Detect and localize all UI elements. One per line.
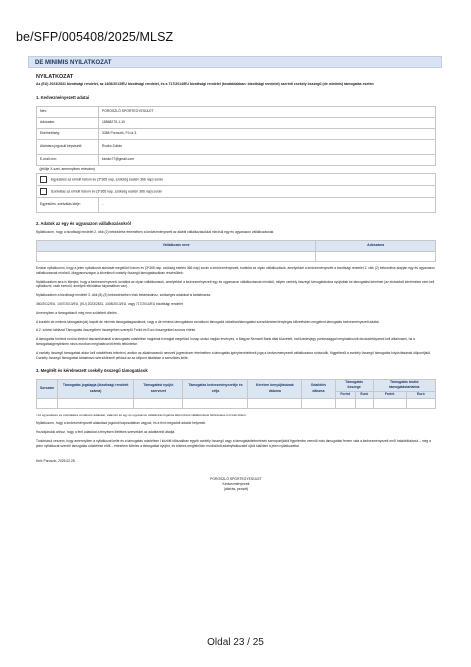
table-row (37, 186, 436, 198)
section-banner: DE MINIMIS NYILATKOZAT (28, 56, 442, 68)
table-header-row (37, 241, 436, 252)
column-header: Odaítélés dátuma (302, 379, 335, 398)
option-split[interactable] (37, 186, 436, 198)
signature-note: (aláírás, pecsét) (223, 487, 249, 492)
paragraph: Nyilatkozatom a bizottsági rendelet 3. cikk (8)-(9) bekezdéseiben írtak betartásához, szükséges adatokat is tartalmazza. (36, 293, 212, 298)
column-header: Támogatás jogalapja (bizottsági rendelet száma) (58, 379, 134, 398)
page-number: Oldal 23 / 25 (207, 637, 264, 648)
paragraph: Tudomásul veszem, hogy amennyiben a nyilatkozat kelte és a támogatás odaítélése I közötti időszakban egyéb csekély összegű vagy a támogatásfelmérések szempontjából figyelembe veendő más támogatást fenem vala a kedvezményezett erről haladéktalanul – még a jelen nyilatkozat szerinti támogatás odaítélése előtt – értesítem köteles a támogatást nyújtót, és köteles megfelelően módosított adatnyilatkozatot újból kiállítani a jelen nyilatkozattal. (36, 438, 431, 448)
paragraph: Hozzájárulok ahhoz, hogy a fent adatokat a fenyítsen illetékes szervekkel az adatkezelő átadja. (36, 430, 176, 435)
paragraph: A csekély összegű támogatást akkor kell odaítéltnek tekinteni, amikor az alkalmazandó nemzeti jogrendszer értelmében a támogatás igénybevételének joga a kedvezményezett vállalkozásra ruházódik, függetlenül a csekély összegű támogatás folyósításának időpontjától. Csekély összegű támogatást tartalmazó szerződésnél például az az időpont általában a szerződés kelte. (36, 350, 431, 360)
table-header-row (37, 379, 436, 391)
intro-text: Az (EU) 2023/2831 bizottsági rendelet, az 1408/2013/EU bizottsági rendelet, és a 717/2014/EU bizottsági rendelet (továbbiakban: bizottsági rendelet) szerinti csekély összegű (de minimis) támogatás esetén (36, 82, 374, 87)
column-header: Kérelem benyújtásának dátuma (248, 379, 302, 398)
paragraph: A 2. számú táblázat Támogatás összegében összegében szereplő Forint és Euró összegekkel azonos értéke. (36, 328, 197, 333)
hint-text: (jelölje X-szel, amennyiben releváns) (39, 166, 95, 171)
document-reference: be/SFP/005408/2025/MLSZ (16, 30, 174, 44)
section-2-heading: 2. Adatok az egy és ugyanazon vállalkozásokról (36, 221, 132, 226)
signature-role: Kedvezményezett (222, 482, 250, 487)
table-row (37, 174, 436, 186)
field-value: - (99, 198, 436, 213)
section-2-text: Nyilatkozom, hogy a bizottsági rendelet 2. cikk (2) bekezdése értelmében a kedvezményezett az alábbi vállalkozásokkal minősül egy és ugyanazon vállalkozásnak. (36, 230, 275, 235)
document-body (36, 72, 436, 492)
column-header: Támogatás kedvezményezettje és célja (183, 379, 248, 398)
checkbox-merger[interactable] (40, 176, 47, 183)
table-row (37, 398, 436, 408)
document-title: NYILATKOZAT (36, 74, 74, 80)
column-header: Forint (373, 391, 406, 398)
field-label: Egyesülés, szétválás ideje: (37, 198, 99, 213)
section-1-heading: 1. Kedvezményezett adatai (36, 94, 90, 100)
option-split-label: Szétválás az elmúlt három év (3*365 nap, szükség esetén 366 nap) során (51, 189, 163, 194)
column-header: Euró (406, 391, 435, 398)
table-row (37, 198, 436, 213)
table-row (37, 155, 436, 166)
paragraph: Nyilatkozatom arra is kiterjed, hogy a kedvezményezett, továbbá az olyan vállalkozások, amelyekkel a kedvezményezett egy és ugyanazon vállalkozásnak minősül, milyen csekély összegű támogatásokra nyújtottak be támogatási kérelmet (az elutasított kérelmeket nem kell nyilatkozni, csak ezekről, amelyek elbírálása folyamatban van). (36, 279, 435, 289)
companies-table (36, 240, 436, 262)
column-header: Támogatást nyújtó szervezet (134, 379, 183, 398)
field-value: Rozko Zoltán (99, 140, 436, 155)
field-label: Adószám: (37, 118, 99, 129)
aid-table (36, 379, 436, 409)
beneficiary-table (36, 106, 436, 213)
paragraph: 360/2012/EU, 1407/2013/EU, (EU) 2023/2831, 1408/2013/EU, vagy 717/2014/EU bizottsági rendelet (36, 301, 183, 306)
table-row (37, 166, 436, 174)
table-row (37, 252, 436, 262)
column-header: Támogatás összege (335, 379, 373, 391)
option-merger-label: Egyesülés az elmúlt három év (3*365 nap, szükség esetén 366 nap) során (51, 177, 163, 182)
column-header: Támogatás bruttó támogatástartalma (373, 379, 435, 391)
field-value: 3388 Poroszló, Fő út 3. (99, 129, 436, 140)
checkbox-split[interactable] (40, 188, 47, 195)
column-header: Adószáma (316, 241, 436, 252)
date-place: Kelt: Poroszló, 2025.02.28. (36, 458, 76, 463)
column-header: Euró (355, 391, 373, 398)
signature-name: POROSZLÓ SPORTEGYESÜLET (210, 477, 262, 482)
paragraph: A korábbi de minimis támogatás(ok) kapott de minimis támogatásgazdások, vagy a de minimis támogatásra vonatkozó támogatói okiratban/támogatási szerződésben/tényleges kifizetésben megjelent támogatás kedvezményezett adatai. (36, 319, 380, 324)
paragraph: Ezúton nyilatkozom, hogy a jelen nyilatkozat aláírását megelőző három év (3*365 nap, szükség esetén 366 nap) során a kedvezményezett, továbbá az olyan vállalkozások, amelyekkel a kedvezményezett a bizottsági rendelet 2. cikk (2) bekezdése alapján egy és ugyanazon vállalkozásnak minősül, Magyarországon a következő csekély összegű támogatásokban részesültek: (36, 266, 435, 275)
table-row (37, 140, 436, 155)
table-row (37, 107, 436, 118)
option-merger[interactable] (37, 174, 436, 186)
field-label: Aláírásra jogosult képviselő: (37, 140, 99, 155)
field-label: E-mail cím: (37, 155, 99, 166)
table-row (37, 118, 436, 129)
field-value: 18568275-1-10 (99, 118, 436, 129)
field-label: Ekérhetőség: (37, 129, 99, 140)
column-header: Forint (335, 391, 355, 398)
field-label: Név: (37, 107, 99, 118)
footnote: ¹ Az egyesülésre és szétválásra vonatkozó adatokat, valamint az egy és ugyanazon vállalkozás fogalma által érintett vállalkozások feltüntetése is ki kell tölteni. (36, 412, 247, 417)
section-3-heading: 3. Megítélt és kérelmezett csekély összegű támogatások (36, 368, 148, 374)
paragraph: Amennyiben a támogatásról még nem születtett döntés. (36, 310, 118, 315)
paragraph: Nyilatkozom, hogy a kedvezményezett alakulásá jogutódi kapcsolatban vagyok, és a fent megadott adatok helyesek. (36, 421, 207, 426)
field-value: POROSZLÓ SPORTEGYESÜLET (99, 107, 436, 118)
signature-block (36, 477, 436, 492)
table-row (37, 129, 436, 140)
paragraph: A támogatás forintról euróra történő átszámításánál a támogatás odaítélése napjának hónapját megelőző hónap utolsó napján érvényes, a Magyar Nemzeti Bank által közzétett, hat tizedesjegy pontossággal meghatározott devizaárfolyamot kell alkalmazni, ha a támogatásigénylésben nincs euróban meghatározott érték feltüntetve. (36, 337, 415, 346)
column-header: Vállalkozás neve (37, 241, 316, 252)
column-header: Sorszám (37, 379, 58, 398)
field-value: kicsko77@gmail.com (99, 155, 436, 166)
